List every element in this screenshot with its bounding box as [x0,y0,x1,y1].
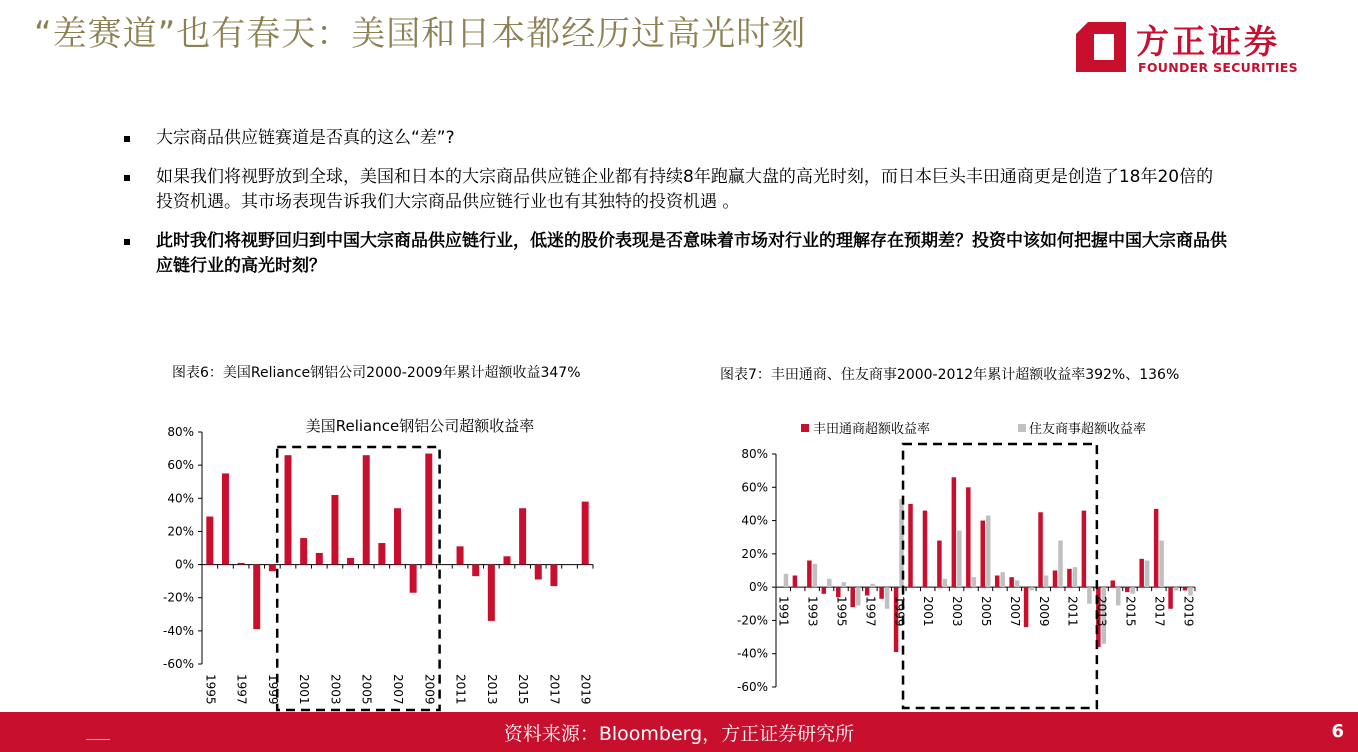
bar [300,538,307,565]
bar [410,565,417,593]
bar [519,508,526,564]
x-tick-label: 2011 [453,674,468,705]
y-tick-label: 0% [748,580,768,595]
bar [1038,512,1043,587]
bullet-square-icon [124,239,130,245]
bar [1116,587,1121,605]
bar [488,565,495,621]
bar [238,563,245,565]
bar [206,517,213,565]
bar [1000,572,1005,587]
bullet-list [120,126,1230,293]
bar [908,504,913,587]
y-tick-label: 40% [741,513,768,528]
x-tick-label: 2017 [1152,596,1167,627]
bar [865,587,870,595]
bar [503,556,510,564]
footer-bar [0,712,1358,752]
bar [550,565,557,587]
founder-logo-icon [1072,18,1130,76]
chart2-caption: 图表7：丰田通商、住友商事2000-2012年累计超额收益率392%、136% [720,367,1180,383]
bar [363,455,370,564]
bar [1029,587,1034,590]
bar [1024,587,1029,627]
toyota-sumitomo-bar-chart [725,412,1215,712]
x-tick-label: 1995 [834,596,849,627]
x-tick-label: 2007 [391,674,405,705]
bar [1087,587,1092,604]
x-tick-label: 2005 [359,674,374,705]
bar [784,574,789,587]
x-tick-label: 2017 [547,674,562,705]
bar [457,546,464,564]
legend-label: 住友商事超额收益率 [1029,422,1147,437]
x-tick-label: 2013 [484,674,499,705]
y-tick-label: 0% [174,557,194,572]
bar [1073,567,1078,587]
bar [269,565,276,572]
bar [981,521,986,588]
x-tick-label: 2009 [422,674,437,705]
x-tick-label: 2013 [1094,596,1109,627]
bar [285,455,292,564]
bar [793,575,798,587]
x-tick-label: 1999 [265,674,280,705]
x-tick-label: 2005 [979,596,993,627]
x-tick-label: 2003 [328,674,343,705]
bar [1125,587,1130,592]
bullet-square-icon [124,136,130,142]
x-tick-label: 2015 [1123,596,1138,627]
bar [1130,587,1135,594]
bar [870,584,875,587]
x-tick-label: 2015 [516,674,531,705]
chart-title: 美国Reliance钢铝公司超额收益率 [305,417,535,435]
y-tick-label: -60% [736,680,768,694]
reliance-bar-chart [150,410,610,710]
bar [394,508,401,564]
bar [986,516,991,588]
y-tick-label: 20% [167,524,194,539]
y-tick-label: -20% [162,590,194,605]
bar [807,561,812,588]
x-tick-label: 1993 [805,596,820,627]
bar [582,502,589,565]
legend-label: 丰田通商超额收益率 [813,422,931,437]
bar [1009,577,1014,587]
bar [813,564,818,587]
bar [1139,559,1144,587]
x-tick-label: 2001 [921,596,936,627]
y-tick-label: 20% [741,546,768,561]
bar [347,558,354,565]
x-tick-label: 1991 [776,596,791,627]
bar [923,511,928,588]
bar [1053,571,1058,588]
bar [850,587,855,607]
bullet-item [120,126,1230,151]
bar [1058,541,1063,588]
x-tick-label: 2001 [297,674,312,705]
bar [1145,561,1150,588]
company-logo [1072,18,1307,84]
bar [1015,580,1020,587]
y-tick-label: 80% [167,425,194,439]
bar [1067,569,1072,587]
bullet-text: 此时我们将视野回归到中国大宗商品供应链行业，低迷的股价表现是否意味着市场对行业的理解存在预期差？投资中该如何把握中国大宗商品供应链行业的高光时刻？ [156,231,1227,276]
bar [1044,575,1049,587]
bullet-item [120,165,1230,215]
legend-swatch [1018,424,1026,432]
x-tick-label: 2011 [1065,596,1080,627]
x-tick-label: 2009 [1036,596,1051,627]
chart1-caption: 图表6：美国Reliance钢铝公司2000-2009年累计超额收益347% [172,365,581,381]
bar [222,473,229,564]
x-tick-label: 1997 [234,674,249,705]
y-tick-label: 40% [167,491,194,506]
bar [316,553,323,565]
x-tick-label: 1997 [863,596,878,627]
bullet-text: 大宗商品供应链赛道是否真的这么“差”? [156,128,455,148]
bar [885,587,890,609]
footer-source: 资料来源：Bloomberg，方正证券研究所 [503,723,855,745]
bar [472,565,479,577]
y-tick-label: 60% [167,458,194,473]
bar [957,531,962,588]
y-tick-label: -20% [736,613,768,628]
page-number: 6 [1331,721,1344,742]
bullet-text: 如果我们将视野放到全球，美国和日本的大宗商品供应链企业都有持续8年跑赢大盘的高光时刻，而日本巨头丰田通商更是创造了18年20倍的投资机遇。其市场表现告诉我们大宗商品供应链行业也有其独特的投资机遇 。 [156,167,1214,212]
bullet-square-icon [124,175,130,181]
bar [1188,587,1193,595]
bar [879,587,884,599]
x-tick-label: 1995 [203,674,218,705]
bar [995,575,1000,587]
bar [943,579,948,587]
bar [378,543,385,565]
bar [253,565,260,630]
x-tick-label: 2007 [1007,596,1022,627]
logo-text-en: FOUNDER SECURITIES [1138,60,1298,75]
bar [1082,511,1087,588]
y-tick-label: -60% [162,657,194,671]
bar [966,487,971,587]
bar [1174,587,1179,590]
x-tick-label: 2019 [1181,596,1196,627]
y-tick-label: -40% [736,646,768,661]
y-tick-label: 80% [741,447,768,461]
x-tick-label: 1999 [892,596,907,627]
x-tick-label: 2003 [950,596,965,627]
bar [331,495,338,565]
y-tick-label: -40% [162,623,194,638]
bar [827,579,832,587]
bar [822,587,827,594]
bar [842,582,847,587]
bar [1168,587,1173,609]
bar [1111,580,1116,587]
page-title: “差赛道”也有春天：美国和日本都经历过高光时刻 [34,14,807,54]
bullet-item [120,229,1230,279]
bar [972,577,977,587]
legend-swatch [801,424,809,432]
bar [937,541,942,588]
bar [1154,509,1159,587]
bar [1159,541,1164,588]
bar [425,454,432,565]
bar [535,565,542,580]
bar [952,477,957,587]
bar [1183,587,1188,590]
y-tick-label: 60% [741,480,768,495]
logo-text-cn: 方正证券 [1136,22,1280,61]
bar [856,587,861,605]
x-tick-label: 2019 [578,674,593,705]
